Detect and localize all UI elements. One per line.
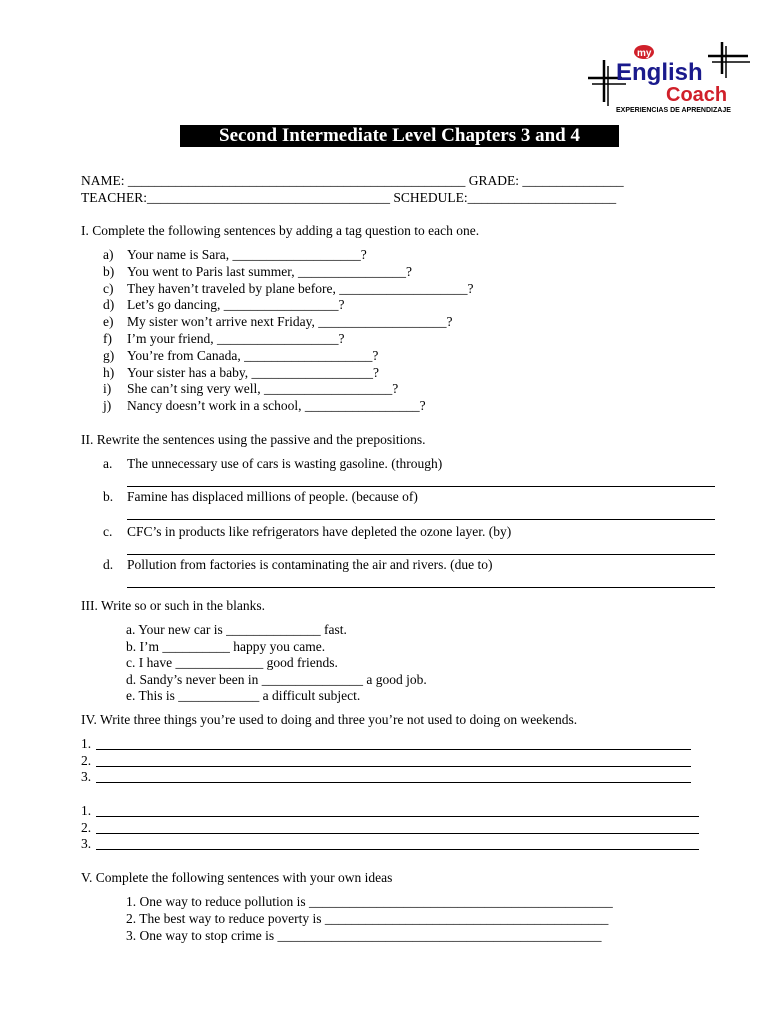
tag-question-item[interactable]: They haven’t traveled by plane before, ___________________? — [127, 280, 474, 296]
section-2-instruction: II. Rewrite the sentences using the passive and the prepositions. — [81, 432, 426, 447]
passive-sentence: Famine has displaced millions of people. (because of) — [127, 489, 418, 504]
item-letter: e) — [103, 314, 114, 330]
item-number: 1. — [81, 803, 92, 818]
name-grade-row[interactable]: NAME: __________________________________________________ GRADE: _______________ — [81, 173, 624, 188]
item-letter: d. — [103, 557, 114, 572]
page-title: Second Intermediate Level Chapters 3 and 4 — [180, 125, 619, 147]
item-number: 3. — [81, 769, 92, 785]
section-4-instruction: IV. Write three things you’re used to doing and three you’re not used to doing on weekends. — [81, 712, 578, 727]
item-letter: b) — [103, 263, 115, 279]
own-ideas-item[interactable]: 3. One way to stop crime is ________________________________________________ — [126, 928, 602, 943]
tag-question-item[interactable]: I’m your friend, __________________? — [127, 331, 345, 346]
section-1-instruction: I. Complete the following sentences by adding a tag question to each one. — [81, 223, 480, 238]
logo-coach: Coach — [666, 84, 728, 106]
so-such-item[interactable]: d. Sandy’s never been in _______________ a good job. — [126, 671, 427, 687]
answer-line[interactable] — [96, 833, 699, 834]
answer-line[interactable] — [96, 849, 699, 850]
own-ideas-item[interactable]: 2. The best way to reduce poverty is __________________________________________ — [126, 911, 609, 926]
cross-icon — [708, 42, 750, 78]
logo-english: English — [616, 59, 703, 86]
tag-question-item[interactable]: Your sister has a baby, __________________? — [127, 364, 379, 380]
answer-line[interactable] — [96, 749, 691, 750]
so-such-item[interactable]: a. Your new car is ______________ fast. — [126, 622, 347, 637]
logo-my: my — [637, 48, 652, 59]
so-such-item[interactable]: c. I have _____________ good friends. — [126, 655, 338, 671]
item-letter: a. — [103, 456, 113, 471]
my-english-coach-logo — [582, 40, 752, 116]
tag-question-item[interactable]: You’re from Canada, ___________________? — [127, 347, 379, 363]
answer-line[interactable] — [127, 519, 715, 520]
tag-question-item[interactable]: She can’t sing very well, ___________________? — [127, 381, 399, 397]
item-letter: c. — [103, 524, 113, 539]
item-letter: b. — [103, 489, 114, 504]
section-3-instruction: III. Write so or such in the blanks. — [81, 598, 266, 613]
item-letter: d) — [103, 297, 115, 313]
item-letter: j) — [103, 398, 112, 414]
tag-question-item[interactable]: My sister won’t arrive next Friday, ___________________? — [127, 314, 453, 330]
answer-line[interactable] — [96, 816, 699, 817]
passive-sentence: CFC’s in products like refrigerators have depleted the ozone layer. (by) — [127, 524, 512, 539]
tag-question-item[interactable]: Nancy doesn’t work in a school, _________________? — [127, 398, 426, 414]
answer-line[interactable] — [127, 587, 715, 588]
answer-line[interactable] — [127, 554, 715, 555]
item-letter: f) — [103, 331, 112, 346]
passive-sentence: The unnecessary use of cars is wasting gasoline. (through) — [127, 456, 443, 471]
answer-line[interactable] — [96, 782, 691, 783]
item-letter: a) — [103, 247, 114, 262]
item-number: 2. — [81, 752, 92, 768]
tag-question-item[interactable]: You went to Paris last summer, ________________? — [127, 263, 412, 279]
item-number: 2. — [81, 819, 92, 835]
item-letter: c) — [103, 280, 114, 296]
so-such-item[interactable]: e. This is ____________ a difficult subject. — [126, 688, 361, 704]
section-5-instruction: V. Complete the following sentences with your own ideas — [81, 870, 393, 885]
passive-sentence: Pollution from factories is contaminating the air and rivers. (due to) — [127, 557, 493, 572]
item-letter: g) — [103, 347, 115, 363]
so-such-item[interactable]: b. I’m __________ happy you came. — [126, 638, 326, 654]
answer-line[interactable] — [96, 766, 691, 767]
item-number: 1. — [81, 736, 92, 751]
item-letter: h) — [103, 364, 115, 380]
item-number: 3. — [81, 836, 92, 852]
logo-tagline: EXPERIENCIAS DE APRENDIZAJE — [616, 107, 731, 114]
tag-question-item[interactable]: Your name is Sara, ___________________? — [127, 247, 367, 262]
answer-line[interactable] — [127, 486, 715, 487]
tag-question-item[interactable]: Let’s go dancing, _________________? — [127, 297, 345, 313]
teacher-schedule-row[interactable]: TEACHER:____________________________________ SCHEDULE:______________________ — [81, 190, 617, 205]
own-ideas-item[interactable]: 1. One way to reduce pollution is _____________________________________________ — [126, 894, 613, 909]
item-letter: i) — [103, 381, 112, 397]
